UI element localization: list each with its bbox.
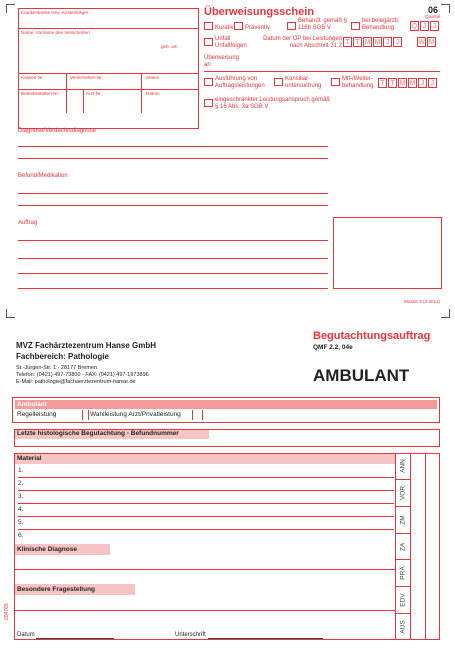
ueberweisung-an-label: Überweisung an <box>204 55 240 68</box>
eingeschraenkt-label: eingeschränkter Leistungsanspruch gemäß § 16 Abs. 3a SGB V <box>215 97 331 110</box>
mit-weiter-checkbox[interactable] <box>331 78 340 86</box>
datum-op-label: Datum der OP bei Leistungen nach Abschnitt 31.2 <box>263 36 342 49</box>
side-cell-ann[interactable]: ANN <box>396 453 410 480</box>
side-cell-pra[interactable]: PRÄ <box>396 560 410 587</box>
material-row[interactable]: 3. <box>18 491 394 504</box>
op-date-box[interactable]: J <box>383 37 392 47</box>
treatment-date-box[interactable]: J <box>428 78 437 88</box>
patient-data-box <box>18 8 199 129</box>
side-cell-za[interactable]: ZA <box>396 534 410 560</box>
eingeschraenkt-checkbox[interactable] <box>204 99 213 107</box>
corner-mark-tl <box>6 4 15 13</box>
footer-datum-label: Datum <box>17 632 35 638</box>
belegaerztl-checkbox[interactable] <box>351 22 360 30</box>
treatment-date-box[interactable]: J <box>418 78 427 88</box>
befund-label: Befund/Medikation <box>18 173 68 179</box>
auftrag-label: Auftrag <box>18 220 38 226</box>
behandl-116b-label: Behandl. gemäß § 116b SGB V <box>298 18 348 31</box>
kurativ-label: Kurativ <box>215 25 234 31</box>
op-date-box[interactable]: M <box>364 39 371 46</box>
op-date-box[interactable]: T <box>353 37 362 47</box>
name-label: Name, Vorname des Versicherten <box>21 30 90 35</box>
material-row[interactable]: 5. <box>18 517 394 530</box>
wm-box[interactable]: M <box>428 39 435 46</box>
op-date-box[interactable]: T <box>343 37 352 47</box>
side-cell-zm[interactable]: ZM <box>396 507 410 534</box>
corner-mark-bl <box>6 309 15 318</box>
fragestellung-label: Besondere Fragestellung <box>17 586 96 593</box>
material-label: Material <box>17 455 42 462</box>
konsiliar-checkbox[interactable] <box>274 78 283 86</box>
material-row[interactable]: 6. <box>18 532 24 539</box>
regelleistung-option[interactable]: Regelleistung <box>17 411 57 418</box>
kassen-nr-label: Kassen-Nr. <box>21 75 44 80</box>
op-date-box[interactable]: J <box>393 37 402 47</box>
kurativ-checkbox[interactable] <box>204 22 213 30</box>
material-row[interactable]: 2. <box>18 478 394 491</box>
unfall-label: Unfall Unfallfolgen <box>215 36 247 49</box>
stamp-box[interactable] <box>333 217 442 289</box>
address: St.-Jürgen-Str. 1 - 28177 Bremen <box>16 365 98 371</box>
op-date-box[interactable]: M <box>374 39 381 46</box>
praeventiv-label: Präventiv <box>245 25 271 31</box>
mit-weiter-label: Mit-/Weiter-behandlung <box>342 76 374 89</box>
year-box[interactable]: J <box>430 21 439 31</box>
form-number: 06 <box>428 5 439 15</box>
arzt-nr-label: Arzt-Nr. <box>86 91 102 96</box>
order-code: QMF 2.2, 04e <box>313 344 353 351</box>
form-title: Überweisungsschein <box>204 6 315 18</box>
ausfuehrung-label: Ausführung von Auftragsleistungen <box>215 76 265 89</box>
order-title: Begutachtungsauftrag <box>313 330 431 342</box>
year-box[interactable]: J <box>420 21 429 31</box>
treatment-date-box[interactable]: T <box>378 78 387 88</box>
versicherten-nr-label: Versicherten-Nr. <box>70 75 103 80</box>
konsiliar-label: Konsiliar-untersuchung <box>285 76 322 89</box>
krankenkasse-label: Krankenkasse bzw. Kostenträger <box>21 10 89 15</box>
footer-unterschrift-label: Unterschrift <box>175 632 206 638</box>
wahlleistung-option[interactable]: Wahlleistung Arzt/Privatleistung <box>90 411 181 418</box>
side-cell-aus[interactable]: AUS <box>399 620 407 634</box>
company-name: MVZ Fachärztezentrum Hanse GmbH <box>16 341 157 350</box>
wm-box[interactable]: W <box>418 39 425 46</box>
behandl-116b-checkbox[interactable] <box>287 22 296 30</box>
quartal-label: Quartal <box>425 14 441 19</box>
klinische-label: Klinische Diagnose <box>17 546 77 553</box>
geb-label: geb. am <box>161 44 178 49</box>
muster-label: Muster 6 (3.2011) <box>404 299 440 304</box>
status-label: Status <box>146 75 160 80</box>
ambulant-header-bar <box>15 400 437 409</box>
letzte-box[interactable] <box>14 429 440 447</box>
phone-fax: Telefon: (0421) 497-73800 - FAX: (0421) 497-1973896 <box>16 372 149 378</box>
ambulant-heading: AMBULANT <box>313 366 410 385</box>
ausfuehrung-checkbox[interactable] <box>204 78 213 86</box>
material-bar <box>15 454 395 464</box>
quarter-box[interactable]: Q <box>411 23 418 30</box>
ambulant-header-label: Ambulant <box>17 401 47 408</box>
side-cell-edv[interactable]: EDV <box>396 587 410 614</box>
datum-label: Datum <box>146 91 160 96</box>
diagnose-label: Diagnose/Verdachtsdiagnose <box>18 128 97 134</box>
corner-mark-tr <box>441 4 450 13</box>
belegaerztl-label: bei belegärztl. Behandlung <box>362 18 400 31</box>
email: E-Mail: pathologie@fachaerztezentrum-hanse.de <box>16 379 136 385</box>
treatment-date-box[interactable]: T <box>388 78 397 88</box>
material-row[interactable]: 1. <box>18 465 394 478</box>
praeventiv-checkbox[interactable] <box>234 22 243 30</box>
material-row[interactable]: 4. <box>18 504 394 517</box>
corner-mark-br <box>441 309 450 318</box>
treatment-date-box[interactable]: M <box>409 80 416 87</box>
letzte-label: Letzte histologische Begutachtung - Befundnummer <box>17 430 179 437</box>
betriebsstaetten-label: Betriebsstätten-Nr. <box>21 91 60 96</box>
department-name: Fachbereich: Pathologie <box>16 352 109 361</box>
unfall-checkbox[interactable] <box>204 38 213 46</box>
side-code: 204765 <box>4 603 10 620</box>
side-cell-vor[interactable]: VOR <box>396 480 410 507</box>
treatment-date-box[interactable]: M <box>399 80 406 87</box>
